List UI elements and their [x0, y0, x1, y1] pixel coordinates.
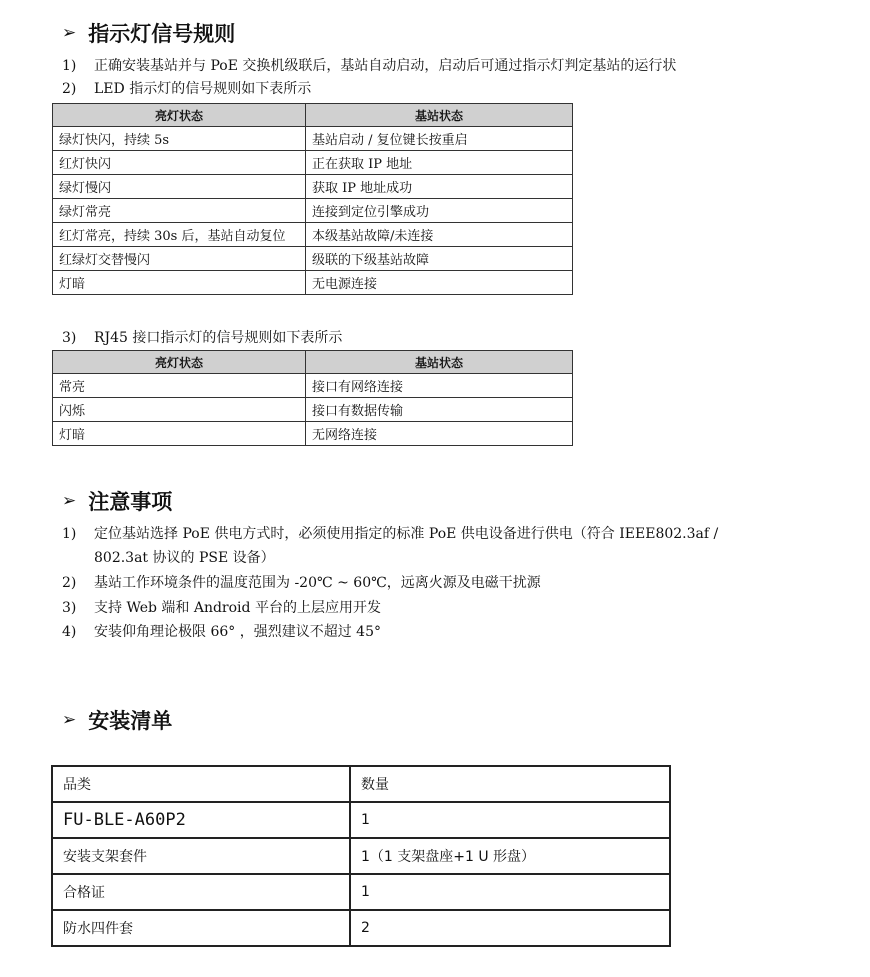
- table-row: [52, 802, 670, 838]
- table-cell: 基站启动 / 复位键长按重启: [306, 127, 573, 151]
- section-title-install-list: [62, 705, 172, 735]
- section-title-text: 指示灯信号规则: [88, 22, 236, 46]
- table-cell: 安装支架套件: [52, 838, 350, 874]
- table-cell: 常亮: [53, 374, 306, 398]
- table-header-row: [52, 766, 670, 802]
- column-header: 数量: [350, 766, 670, 802]
- list-item: 1) 定位基站选择 PoE 供电方式时，必须使用指定的标准 PoE 供电设备进行供电（符合 IEEE802.3af /: [62, 526, 719, 542]
- arrow-bullet-icon: ➢: [62, 710, 77, 730]
- arrow-bullet-icon: ➢: [62, 23, 77, 43]
- table-cell: 接口有网络连接: [306, 374, 573, 398]
- table-cell: 灯暗: [53, 422, 306, 446]
- table-cell: 红灯快闪: [53, 151, 306, 175]
- section-title-text: 安装清单: [88, 709, 173, 733]
- list-item: 4) 安装仰角理论极限 66° ，强烈建议不超过 45°: [62, 624, 381, 640]
- table-cell: 防水四件套: [52, 910, 350, 946]
- led-signal-table: [52, 103, 573, 295]
- table-cell: 1（1 支架盘座+1 U 形盘）: [350, 838, 670, 874]
- table-cell: 正在获取 IP 地址: [306, 151, 573, 175]
- table-cell: 本级基站故障/未连接: [306, 223, 573, 247]
- list-item-continuation: 802.3at 协议的 PSE 设备）: [94, 550, 275, 566]
- table-cell: 接口有数据传输: [306, 398, 573, 422]
- section-title-indicator-rules: [62, 18, 235, 48]
- table-cell: 红绿灯交替慢闪: [53, 247, 306, 271]
- table-row: [52, 838, 670, 874]
- table-header-row: [53, 351, 573, 374]
- list-item: 3) RJ45 接口指示灯的信号规则如下表所示: [62, 330, 343, 346]
- table-row: [53, 175, 573, 199]
- table-cell: 绿灯慢闪: [53, 175, 306, 199]
- table-cell: 获取 IP 地址成功: [306, 175, 573, 199]
- table-row: [52, 910, 670, 946]
- table-row: [52, 874, 670, 910]
- column-header: 基站状态: [306, 351, 573, 374]
- table-cell: 合格证: [52, 874, 350, 910]
- table-cell: 级联的下级基站故障: [306, 247, 573, 271]
- column-header: 基站状态: [306, 104, 573, 127]
- table-cell: 2: [350, 910, 670, 946]
- table-row: [53, 247, 573, 271]
- list-item: 2) LED 指示灯的信号规则如下表所示: [62, 81, 312, 97]
- table-header-row: [53, 104, 573, 127]
- table-cell: 红灯常亮，持续 30s 后，基站自动复位: [53, 223, 306, 247]
- column-header: 亮灯状态: [53, 104, 306, 127]
- table-cell: 闪烁: [53, 398, 306, 422]
- table-row: [53, 199, 573, 223]
- table-cell: FU-BLE-A60P2: [52, 802, 350, 838]
- table-cell: 绿灯快闪，持续 5s: [53, 127, 306, 151]
- table-row: [53, 151, 573, 175]
- column-header: 亮灯状态: [53, 351, 306, 374]
- install-list-table: [51, 765, 671, 947]
- table-cell: 灯暗: [53, 271, 306, 295]
- table-row: [53, 127, 573, 151]
- list-item: 2) 基站工作环境条件的温度范围为 -20℃ ~ 60℃，远离火源及电磁干扰源: [62, 575, 541, 591]
- table-cell: 绿灯常亮: [53, 199, 306, 223]
- table-row: [53, 271, 573, 295]
- table-row: [53, 398, 573, 422]
- list-item: 3) 支持 Web 端和 Android 平台的上层应用开发: [62, 600, 381, 616]
- table-row: [53, 223, 573, 247]
- table-cell: 连接到定位引擎成功: [306, 199, 573, 223]
- table-cell: 无网络连接: [306, 422, 573, 446]
- table-cell: 无电源连接: [306, 271, 573, 295]
- table-cell: 1: [350, 874, 670, 910]
- table-row: [53, 374, 573, 398]
- section-title-notes: [62, 486, 172, 516]
- table-cell: 1: [350, 802, 670, 838]
- list-item: 1) 正确安装基站并与 PoE 交换机级联后，基站自动启动，启动后可通过指示灯判定基站的运行状: [62, 58, 677, 74]
- arrow-bullet-icon: ➢: [62, 491, 77, 511]
- section-title-text: 注意事项: [88, 490, 173, 514]
- table-row: [53, 422, 573, 446]
- rj45-signal-table: [52, 350, 573, 446]
- column-header: 品类: [52, 766, 350, 802]
